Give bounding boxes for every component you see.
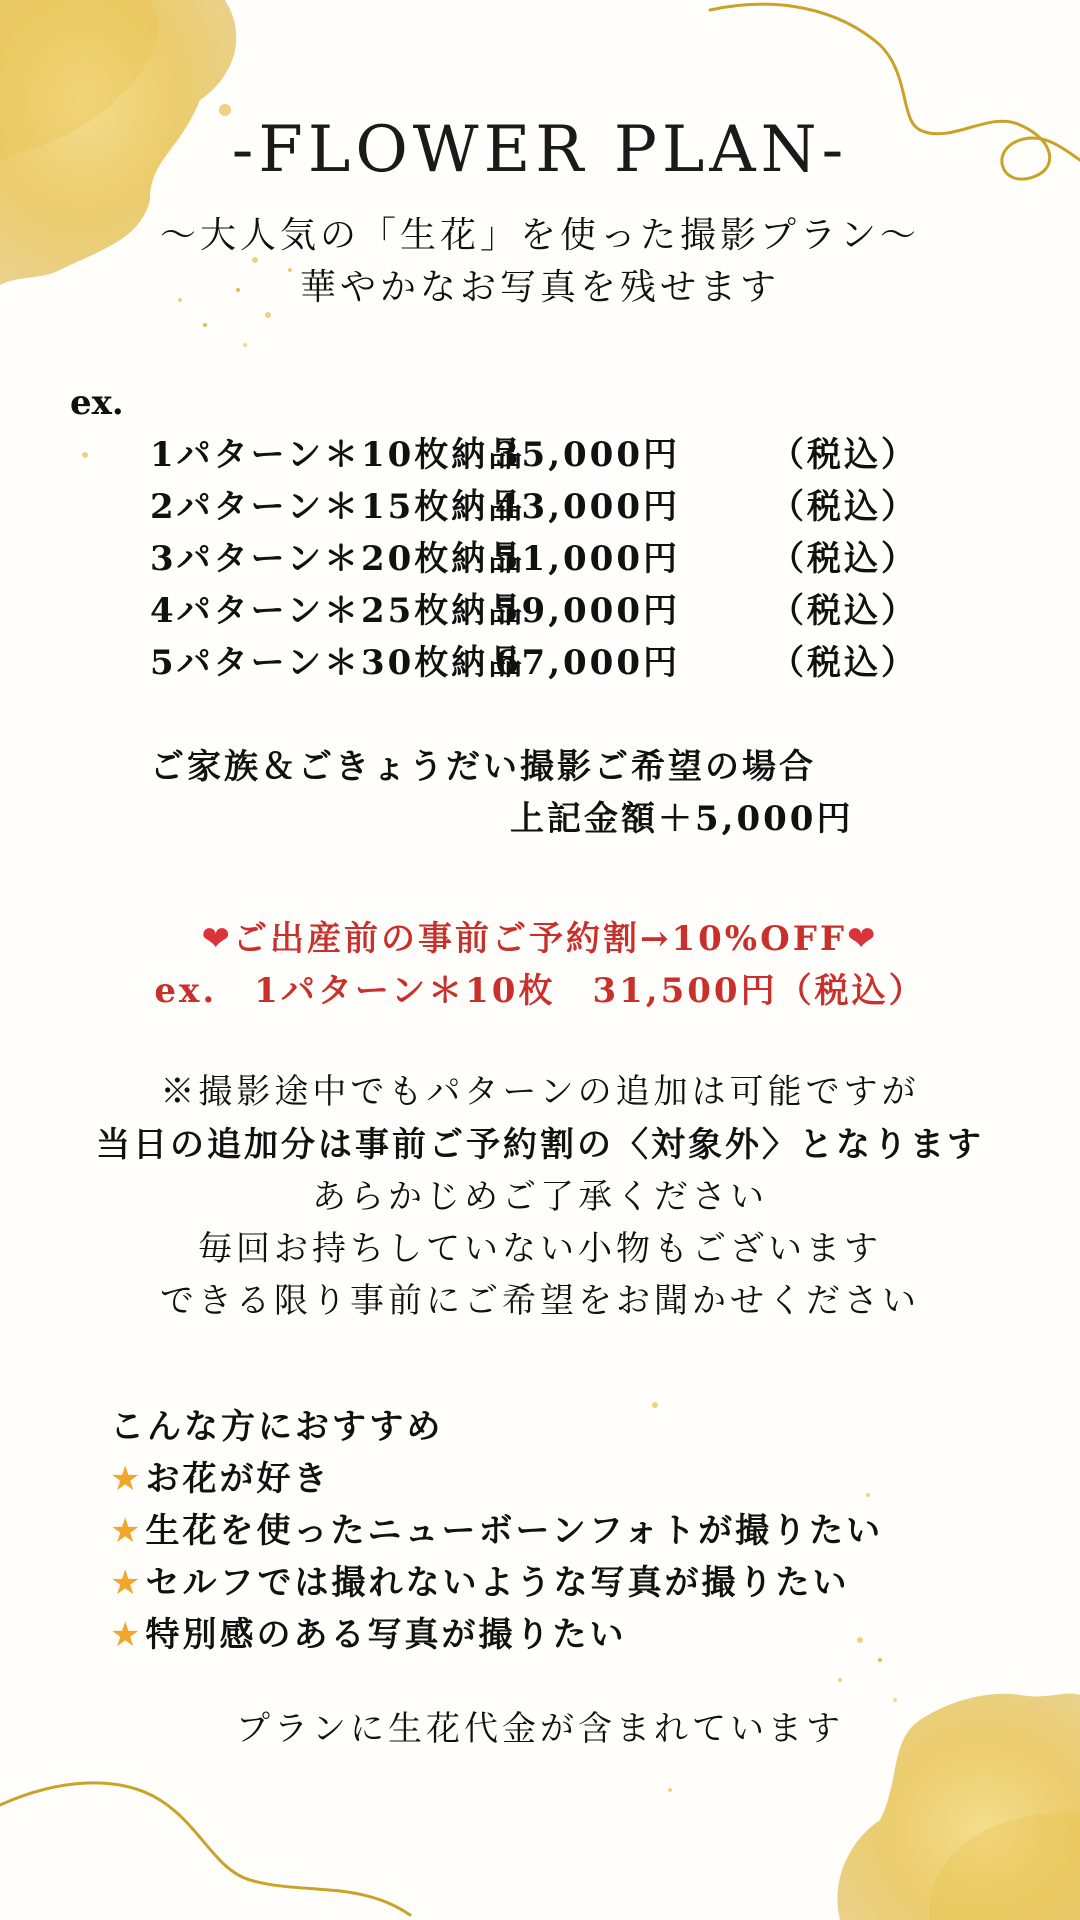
ex-label: ex. bbox=[70, 383, 124, 423]
price-plan: 2パターン＊15枚納品 bbox=[150, 487, 526, 527]
subtitle-line-2: 華やかなお写真を残せます bbox=[299, 267, 780, 308]
price-tax: （税込） bbox=[770, 435, 918, 475]
price-amount: 51,000円 bbox=[494, 539, 680, 579]
star-icon: ★ bbox=[110, 1459, 144, 1499]
note-line: ※撮影途中でもパターンの追加は可能ですが bbox=[160, 1072, 920, 1112]
price-amount: 43,000円 bbox=[494, 487, 680, 527]
star-icon: ★ bbox=[110, 1563, 144, 1603]
note-line: 当日の追加分は事前ご予約割の〈対象外〉となります bbox=[96, 1125, 984, 1165]
price-amount: 59,000円 bbox=[494, 591, 680, 631]
page-title: -FLOWER PLAN- bbox=[231, 113, 849, 187]
discount-line-1 bbox=[0, 919, 1080, 959]
heart-icon: ❤ bbox=[201, 919, 233, 959]
bottom-left-gold-line bbox=[0, 1783, 410, 1915]
footer-note: プランに生花代金が含まれています bbox=[236, 1709, 844, 1749]
recommend-item bbox=[110, 1511, 884, 1551]
note-line: 毎回お持ちしていない小物もございます bbox=[198, 1229, 882, 1269]
price-amount: 35,000円 bbox=[494, 435, 680, 475]
family-option-line-1: ご家族＆ごきょうだい撮影ご希望の場合 bbox=[150, 747, 816, 787]
heart-icon: ❤ bbox=[847, 919, 879, 959]
recommend-item-text: お花が好き bbox=[145, 1459, 331, 1499]
recommend-item-text: 生花を使ったニューボーンフォトが撮りたい bbox=[145, 1511, 884, 1551]
price-plan: 1パターン＊10枚納品 bbox=[150, 435, 526, 475]
price-tax: （税込） bbox=[770, 539, 918, 579]
note-line: あらかじめご了承ください bbox=[312, 1177, 768, 1217]
price-tax: （税込） bbox=[770, 643, 918, 683]
recommend-item bbox=[110, 1563, 850, 1603]
recommend-item bbox=[110, 1615, 627, 1655]
price-tax: （税込） bbox=[770, 591, 918, 631]
recommend-item bbox=[110, 1459, 331, 1499]
bottom-right-splash bbox=[652, 1402, 1080, 1920]
discount-text: ご出産前の事前ご予約割→10%OFF bbox=[232, 919, 847, 959]
price-plan: 3パターン＊20枚納品 bbox=[150, 539, 526, 579]
price-plan: 5パターン＊30枚納品 bbox=[150, 643, 526, 683]
star-icon: ★ bbox=[110, 1615, 144, 1655]
price-amount: 67,000円 bbox=[494, 643, 680, 683]
price-plan: 4パターン＊25枚納品 bbox=[150, 591, 526, 631]
discount-line-2: ex. 1パターン＊10枚 31,500円（税込） bbox=[154, 971, 926, 1011]
subtitle-line-1: 〜大人気の「生花」を使った撮影プラン〜 bbox=[159, 215, 920, 256]
recommend-heading: こんな方におすすめ bbox=[110, 1407, 444, 1447]
family-option-line-2: 上記金額＋5,000円 bbox=[510, 799, 854, 839]
note-line: できる限り事前にご希望をお聞かせください bbox=[160, 1281, 920, 1321]
star-icon: ★ bbox=[110, 1511, 144, 1551]
price-tax: （税込） bbox=[770, 487, 918, 527]
recommend-item-text: セルフでは撮れないような写真が撮りたい bbox=[145, 1563, 850, 1603]
recommend-item-text: 特別感のある写真が撮りたい bbox=[145, 1615, 627, 1655]
